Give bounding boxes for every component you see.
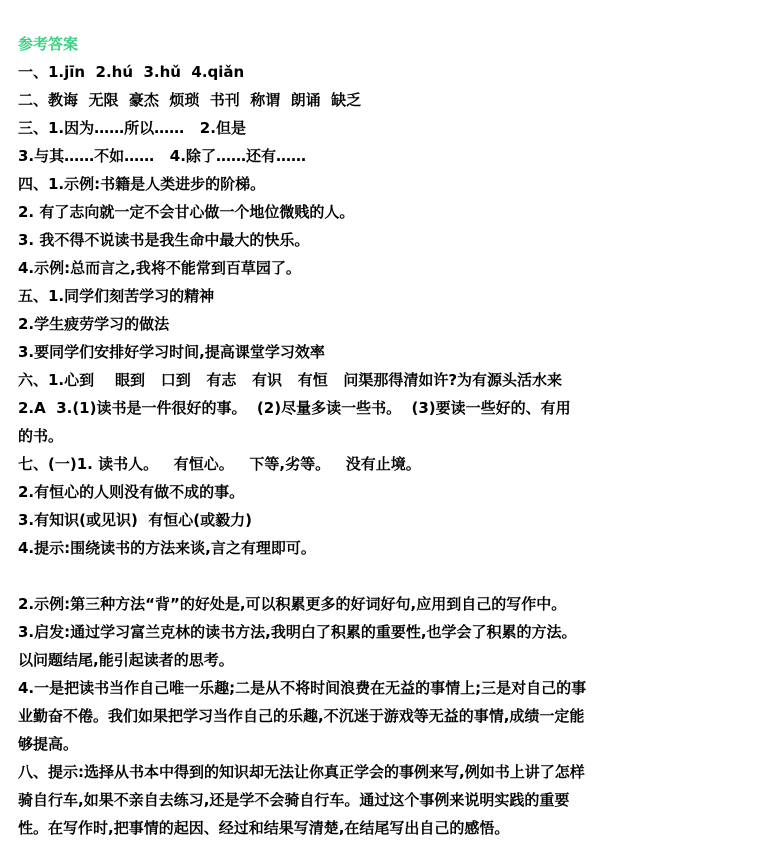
- answer-line: 够提高。: [18, 735, 79, 753]
- answer-line: 五、1.同学们刻苦学习的精神: [18, 287, 215, 305]
- pinyin-answer-line: [18, 562, 758, 590]
- answer-document: [18, 30, 758, 842]
- answer-line: 2.有恒心的人则没有做不成的事。: [18, 483, 245, 501]
- answer-line: 四、1.示例:书籍是人类进步的阶梯。: [18, 175, 266, 193]
- answer-line: 的书。: [18, 427, 64, 445]
- answer-line: 2.学生疲劳学习的做法: [18, 315, 170, 333]
- answer-line: 2.示例:第三种方法“背”的好处是,可以积累更多的好词好句,应用到自己的写作中。: [18, 595, 567, 613]
- answer-line: 七、(一)1. 读书人。 有恒心。 下等,劣等。 没有止境。: [18, 455, 421, 473]
- answer-line: 八、提示:选择从书本中得到的知识却无法让你真正学会的事例来写,例如书上讲了怎样: [18, 763, 585, 781]
- answer-line: 3. 我不得不说读书是我生命中最大的快乐。: [18, 231, 310, 249]
- answer-line: 二、教诲 无限 豪杰 烦琐 书刊 称谓 朗诵 缺乏: [18, 91, 362, 109]
- answer-line: 3.有知识(或见识) 有恒心(或毅力): [18, 511, 253, 529]
- answer-line: 4.提示:围绕读书的方法来谈,言之有理即可。: [18, 539, 316, 557]
- answer-line: 4.示例:总而言之,我将不能常到百草园了。: [18, 259, 301, 277]
- answer-line: 骑自行车,如果不亲自去练习,还是学不会骑自行车。通过这个事例来说明实践的重要: [18, 791, 570, 809]
- answer-line: 性。在写作时,把事情的起因、经过和结果写清楚,在结尾写出自己的感悟。: [18, 819, 510, 837]
- answer-line: 业勤奋不倦。我们如果把学习当作自己的乐趣,不沉迷于游戏等无益的事情,成绩一定能: [18, 707, 585, 725]
- answer-line: 3.要同学们安排好学习时间,提高课堂学习效率: [18, 343, 325, 361]
- answer-line: 3.启发:通过学习富兰克林的读书方法,我明白了积累的重要性,也学会了积累的方法。: [18, 623, 577, 641]
- answer-line: 2.A 3.(1)读书是一件很好的事。 (2)尽量多读一些书。 (3)要读一些好的、有用: [18, 399, 571, 417]
- answer-title: 参考答案: [18, 35, 79, 53]
- answer-line: 六、1.心到 眼到 口到 有志 有识 有恒 问渠那得清如许?为有源头活水来: [18, 371, 563, 389]
- answer-line: 2. 有了志向就一定不会甘心做一个地位微贱的人。: [18, 203, 355, 221]
- answer-line: 4.一是把读书当作自己唯一乐趣;二是从不将时间浪费在无益的事情上;三是对自己的事: [18, 679, 587, 697]
- answer-line: 一、1.jīn 2.hú 3.hǔ 4.qiǎn: [18, 63, 245, 81]
- answer-line: 以问题结尾,能引起读者的思考。: [18, 651, 234, 669]
- answer-line: 三、1.因为……所以…… 2.但是: [18, 119, 246, 137]
- answer-line: 3.与其……不如…… 4.除了……还有……: [18, 147, 306, 165]
